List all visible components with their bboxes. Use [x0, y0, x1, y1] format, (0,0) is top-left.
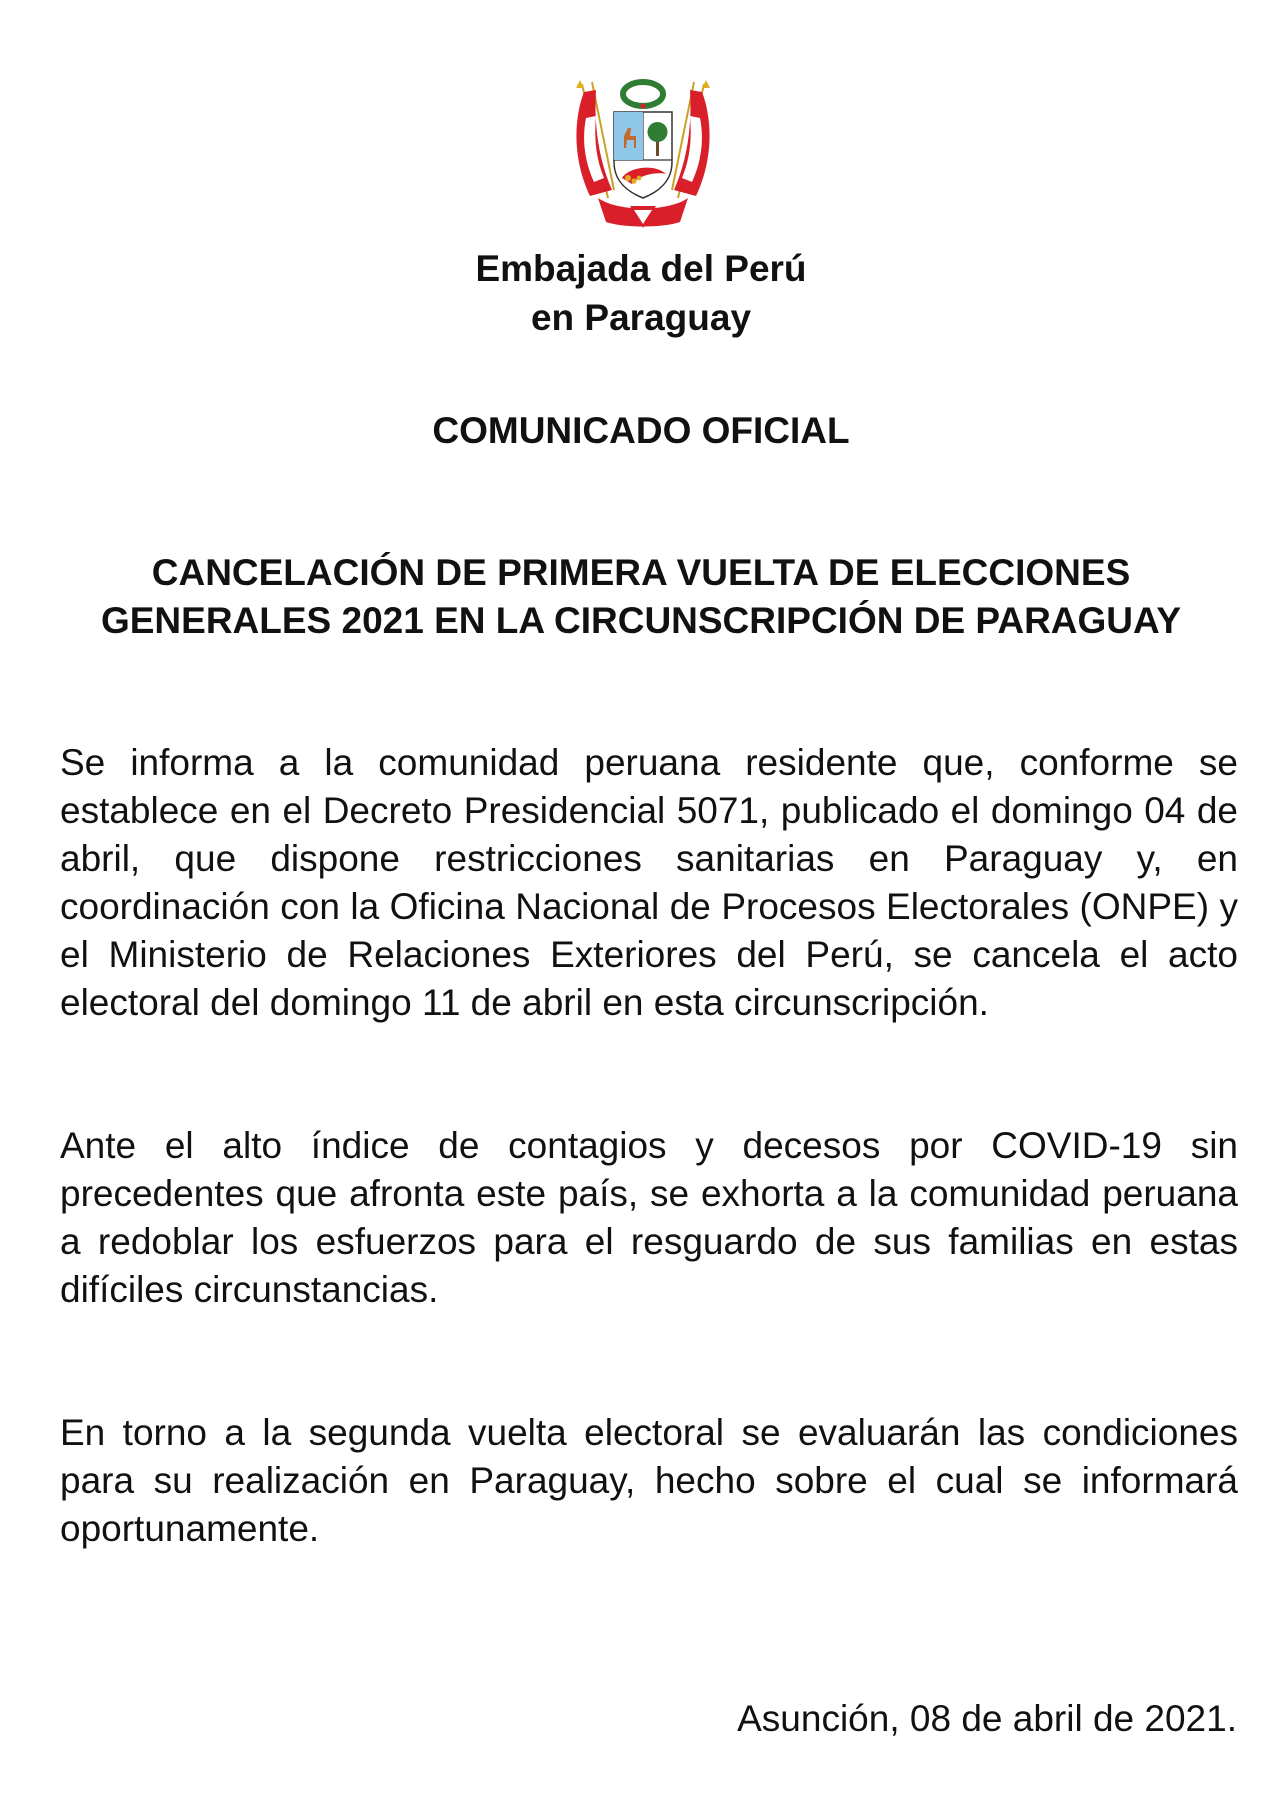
document-type-heading: COMUNICADO OFICIAL — [432, 410, 850, 451]
document-headline: CANCELACIÓN DE PRIMERA VUELTA DE ELECCIONES GENERALES 2021 EN LA CIRCUNSCRIPCIÓN DE PARAGUAY — [100, 552, 1182, 641]
organization-line-2: en Paraguay — [530, 297, 752, 338]
place-and-date: Asunción, 08 de abril de 2021. — [737, 1698, 1237, 1739]
peru-coat-of-arms-icon — [568, 78, 718, 230]
organization-name — [0, 244, 1282, 342]
body-paragraph-2: Ante el alto índice de contagios y decesos por COVID-19 sin precedentes que afronta este país, se exhorta a la comunidad peruana a redoblar los esfuerzos para el resguardo de sus familias en estas difíciles circunstancias. — [60, 1125, 1238, 1310]
organization-line-1: Embajada del Perú — [475, 248, 807, 289]
body-paragraph-1: Se informa a la comunidad peruana residente que, conforme se establece en el Decreto Presidencial 5071, publicado el domingo 04 de abril, que dispone restricciones sanitarias en Paraguay y, en coordinación con la Oficina Nacional de Procesos Electorales (ONPE) y el Ministerio de Relaciones Exteriores del Perú, se cancela el acto electoral del domingo 11 de abril en esta circunscripción. — [60, 742, 1238, 1023]
body-paragraph-3: En torno a la segunda vuelta electoral se evaluarán las condiciones para su realización en Paraguay, hecho sobre el cual se informará oportunamente. — [60, 1412, 1238, 1549]
